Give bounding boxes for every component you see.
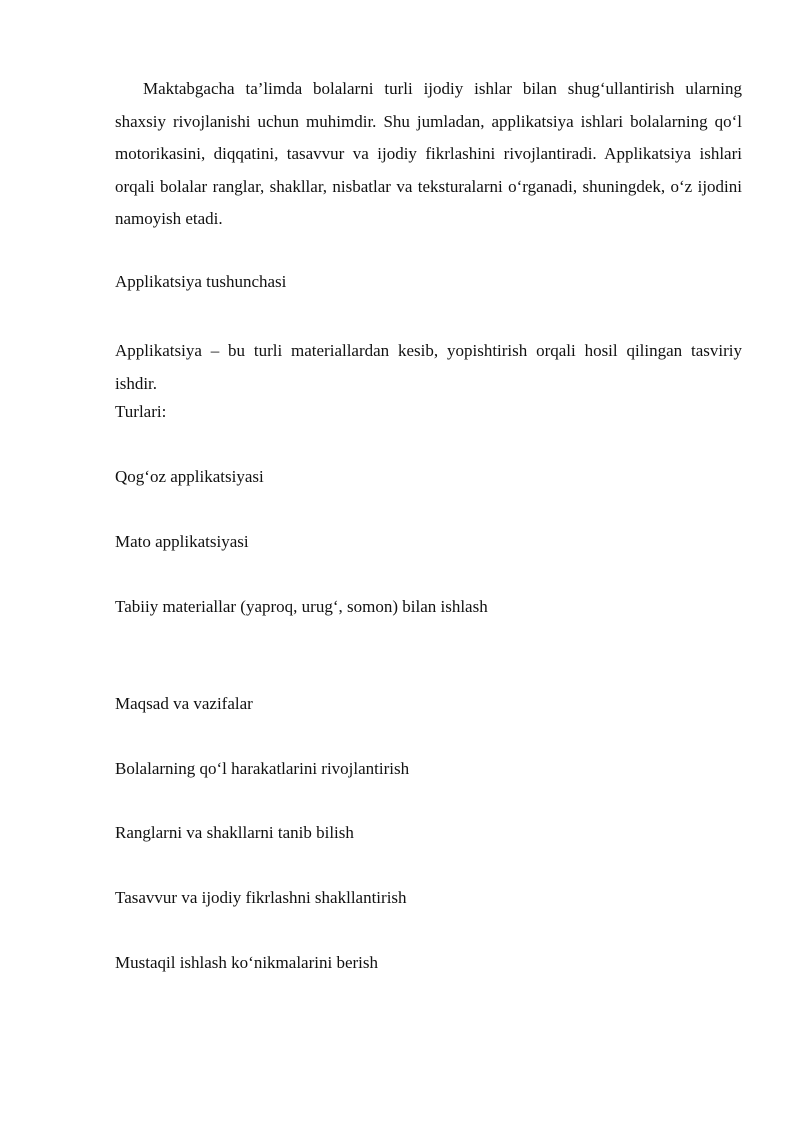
goals-list-item: Tasavvur va ijodiy fikrlashni shakllantirish [115, 888, 407, 907]
intro-paragraph: Maktabgacha ta’limda bolalarni turli ijodiy ishlar bilan shug‘ullantirish ularning shaxsiy rivojlanishi uchun muhimdir. Shu jumladan, applikatsiya ishlari bolalarning qo‘l motorikasini, diqqatini, tasavvur va ijodiy fikrlashini rivojlantiradi. Applikatsiya ishlari orqali bolalar ranglar, shakllar, nisbatlar va teksturalarni o‘rganadi, shuningdek, o‘z ijodini namoyish etadi. [115, 79, 742, 228]
types-list-item: Tabiiy materiallar (yaproq, urug‘, somon) bilan ishlash [115, 597, 488, 616]
types-heading: Turlari: [115, 402, 167, 421]
definition-paragraph: Applikatsiya – bu turli materiallardan kesib, yopishtirish orqali hosil qilingan tasviriy ishdir. [115, 341, 742, 393]
concept-heading: Applikatsiya tushunchasi [115, 272, 287, 291]
types-list-item: Qog‘oz applikatsiyasi [115, 467, 264, 486]
types-list-item: Mato applikatsiyasi [115, 532, 249, 551]
goals-list-item: Mustaqil ishlash ko‘nikmalarini berish [115, 953, 378, 972]
goals-heading: Maqsad va vazifalar [115, 694, 253, 713]
goals-list-item: Ranglarni va shakllarni tanib bilish [115, 823, 354, 842]
goals-list-item: Bolalarning qo‘l harakatlarini rivojlantirish [115, 759, 410, 778]
